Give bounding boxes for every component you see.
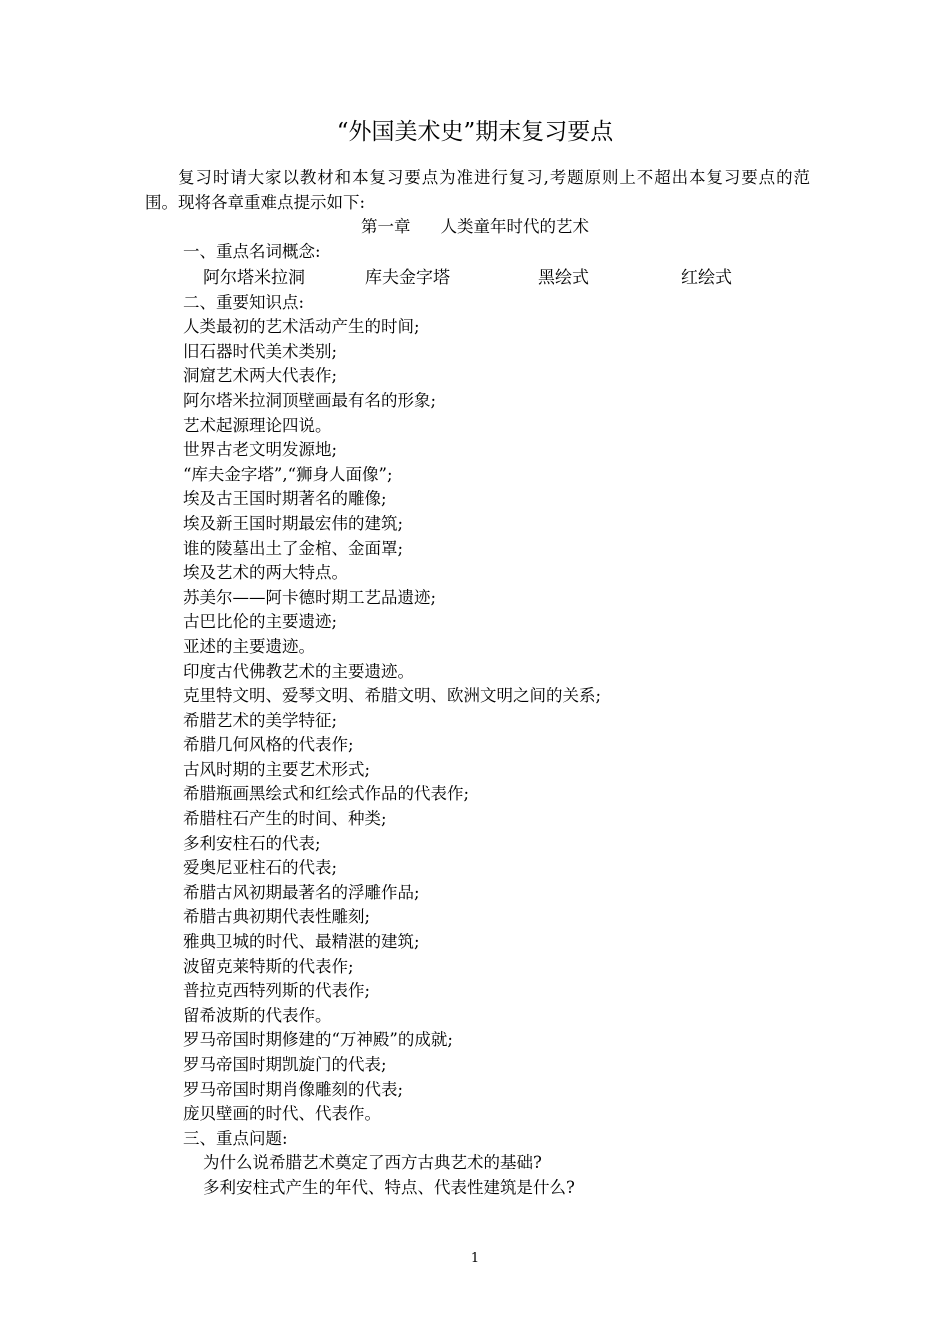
intro-paragraph: 复习时请大家以教材和本复习要点为准进行复习,考题原则上不超出本复习要点的范围。现将各章重难点提示如下: <box>145 168 810 212</box>
list-item: 希腊古风初期最著名的浮雕作品; <box>183 882 420 902</box>
section-heading-knowledge: 二、重要知识点: <box>183 292 305 312</box>
list-item: 人类最初的艺术活动产生的时间; <box>183 317 420 337</box>
term-item: 库夫金字塔 <box>365 267 450 288</box>
list-item: 印度古代佛教艺术的主要遗迹。 <box>183 661 414 681</box>
list-item: 亚述的主要遗迹。 <box>183 636 315 656</box>
list-item: 爱奥尼亚柱石的代表; <box>183 858 338 878</box>
list-item: 埃及艺术的两大特点。 <box>183 563 348 583</box>
list-item: 希腊柱石产生的时间、种类; <box>183 809 387 829</box>
list-item: 波留克莱特斯的代表作; <box>183 956 354 976</box>
list-item: 普拉克西特列斯的代表作; <box>183 981 371 1001</box>
chapter-heading <box>0 215 950 240</box>
page-number: 1 <box>470 1251 480 1266</box>
question-list <box>183 1151 823 1200</box>
list-item: 阿尔塔米拉洞顶壁画最有名的形象; <box>183 390 437 410</box>
list-item: 希腊艺术的美学特征; <box>183 710 338 730</box>
list-item: 希腊几何风格的代表作; <box>183 735 354 755</box>
section-heading-terms: 一、重点名词概念: <box>183 242 321 261</box>
list-item: 古风时期的主要艺术形式; <box>183 759 371 779</box>
term-item: 黑绘式 <box>538 267 589 288</box>
list-item: 罗马帝国时期肖像雕刻的代表; <box>183 1079 404 1099</box>
list-item: 罗马帝国时期修建的“万神殿”的成就; <box>183 1030 453 1050</box>
list-item: 谁的陵墓出土了金棺、金面罩; <box>183 538 404 558</box>
chapter-name: 人类童年时代的艺术 <box>440 217 589 236</box>
list-item: 古巴比伦的主要遗迹; <box>183 612 338 632</box>
list-item: “库夫金字塔”,“狮身人面像”; <box>183 464 393 484</box>
term-item: 阿尔塔米拉洞 <box>203 267 305 288</box>
question-item: 为什么说希腊艺术奠定了西方古典艺术的基础? <box>203 1153 542 1173</box>
list-item: 埃及新王国时期最宏伟的建筑; <box>183 513 404 533</box>
list-item: 留希波斯的代表作。 <box>183 1005 332 1025</box>
list-item: 旧石器时代美术类别; <box>183 341 338 361</box>
list-item: 洞窟艺术两大代表作; <box>183 366 338 386</box>
list-item: 埃及古王国时期著名的雕像; <box>183 489 387 509</box>
knowledge-list <box>183 315 823 1127</box>
list-item: 多利安柱石的代表; <box>183 833 321 853</box>
list-item: 希腊古典初期代表性雕刻; <box>183 907 371 927</box>
list-item: 克里特文明、爱琴文明、希腊文明、欧洲文明之间的关系; <box>183 686 602 706</box>
list-item: 世界古老文明发源地; <box>183 440 338 460</box>
section-heading-questions: 三、重点问题: <box>183 1128 288 1148</box>
term-item: 红绘式 <box>681 267 732 288</box>
document-title: “外国美术史”期末复习要点 <box>336 119 614 145</box>
chapter-body <box>183 240 823 1201</box>
list-item: 罗马帝国时期凯旋门的代表; <box>183 1055 387 1074</box>
question-item: 多利安柱式产生的年代、特点、代表性建筑是什么? <box>203 1177 575 1197</box>
term-list <box>183 265 823 291</box>
list-item: 雅典卫城的时代、最精湛的建筑; <box>183 932 420 952</box>
list-item: 希腊瓶画黑绘式和红绘式作品的代表作; <box>183 784 470 804</box>
chapter-number: 第一章 <box>361 217 411 236</box>
list-item: 艺术起源理论四说。 <box>183 415 332 435</box>
list-item: 苏美尔——阿卡德时期工艺品遗迹; <box>183 587 437 607</box>
list-item: 庞贝壁画的时代、代表作。 <box>183 1104 381 1124</box>
